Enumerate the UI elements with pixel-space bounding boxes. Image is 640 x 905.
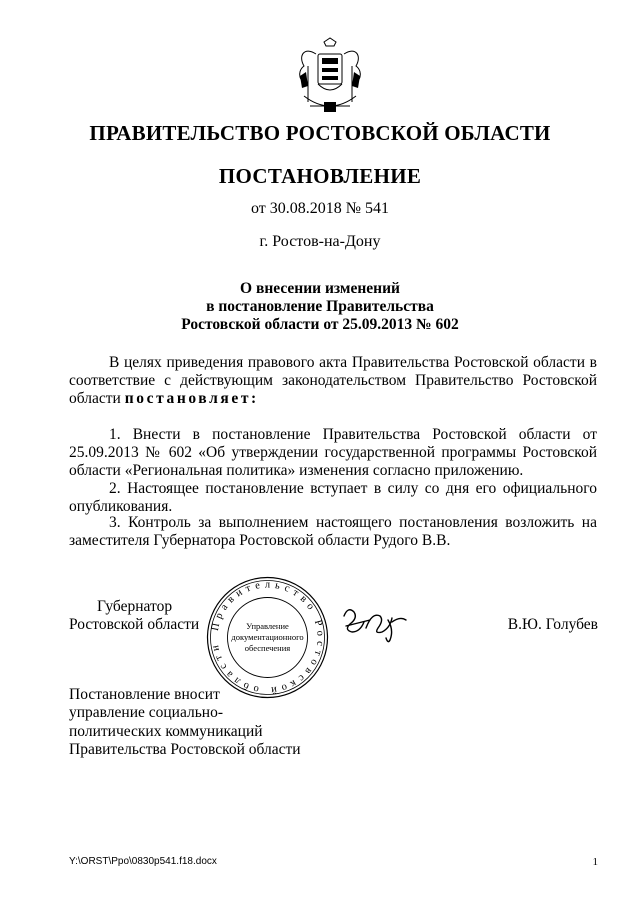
- preamble-paragraph: [69, 354, 597, 409]
- signatory-title-line: Губернатор: [97, 598, 173, 615]
- handwritten-signature: [340, 602, 410, 646]
- preamble-text: В целях приведения правового акта Правительства Ростовской области в соответствие с действующим законодательством Правительство Ростовской области: [69, 354, 597, 408]
- submitted-by-line: управление социально-: [69, 704, 223, 722]
- decree-item-2: 2. Настоящее постановление вступает в силу со дня его официального опубликования.: [69, 480, 597, 516]
- decree-word: постановляет:: [124, 390, 259, 408]
- decree-item-1: 1. Внести в постановление Правительства Ростовской области от 25.09.2013 № 602 «Об утверждении государственной программы Ростовской области «Региональная политика» изменения согласно приложению.: [69, 426, 597, 480]
- stamp-inner-line: Управление: [246, 621, 289, 631]
- coat-of-arms-icon: [294, 36, 366, 118]
- page-number: 1: [592, 856, 598, 868]
- file-path: Y:\ORST\Ppo\0830p541.f18.docx: [69, 856, 217, 867]
- signatory-title-line: Ростовской области: [69, 616, 200, 633]
- document-number: от 30.08.2018 № 541: [250, 200, 390, 217]
- subject-line: в постановление Правительства: [206, 298, 434, 315]
- signatory-title: [69, 598, 209, 634]
- organization-title: ПРАВИТЕЛЬСТВО РОСТОВСКОЙ ОБЛАСТИ: [89, 121, 551, 145]
- subject-line: О внесении изменений: [240, 280, 400, 297]
- submitted-by: [69, 686, 369, 759]
- submitted-by-line: политических коммуникаций: [69, 722, 263, 740]
- document-type: ПОСТАНОВЛЕНИЕ: [218, 164, 422, 188]
- subject-line: Ростовской области от 25.09.2013 № 602: [181, 316, 459, 333]
- official-stamp: [205, 575, 330, 700]
- document-city: г. Ростов-на-Дону: [259, 233, 381, 250]
- stamp-ring-text: Правительство Ростовской области: [209, 579, 326, 696]
- signatory-name: В.Ю. Голубев: [507, 616, 598, 633]
- stamp-inner-line: обеспечения: [244, 643, 291, 653]
- submitted-by-line: Постановление вносит: [69, 686, 220, 703]
- document-subject: [0, 280, 640, 334]
- decree-item-3: 3. Контроль за выполнением настоящего постановления возложить на заместителя Губернатора Ростовской области Рудого В.В.: [69, 514, 597, 550]
- submitted-by-line: Правительства Ростовской области: [69, 740, 301, 758]
- stamp-inner-line: документационного: [231, 632, 304, 642]
